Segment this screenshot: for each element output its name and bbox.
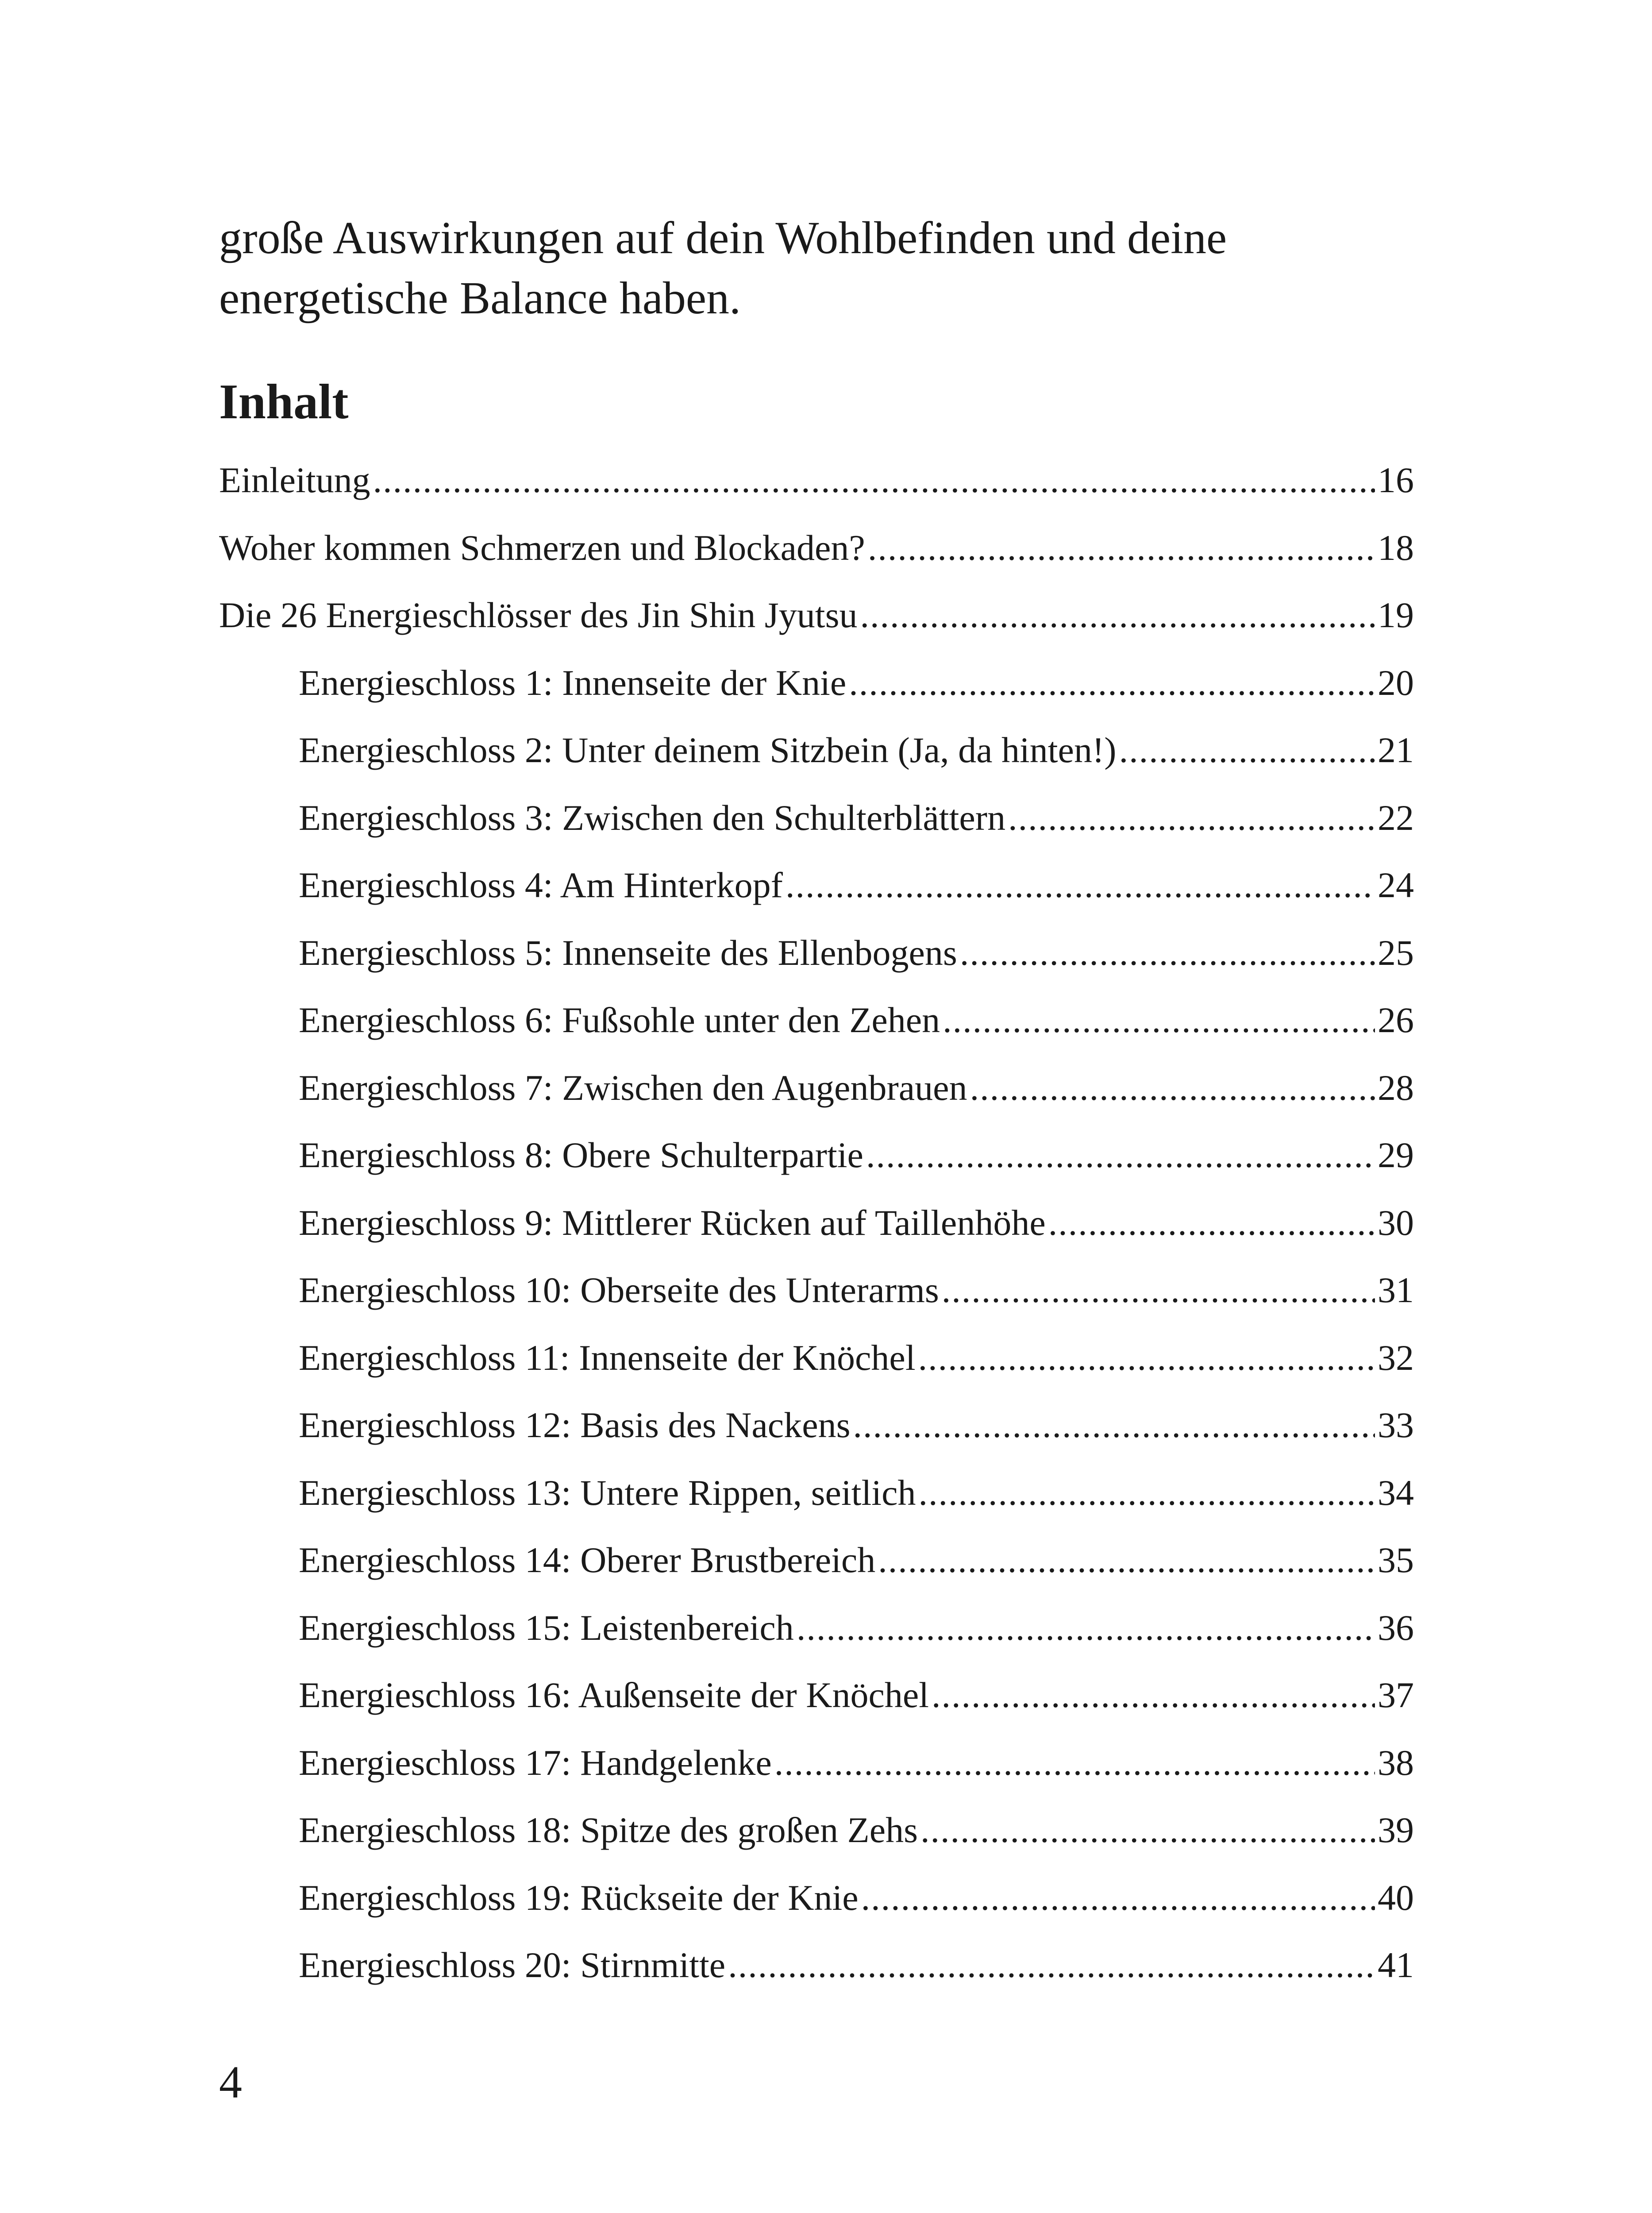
toc-entry[interactable] [219,1604,1414,1671]
table-of-contents [219,456,1414,2009]
toc-entry[interactable] [219,1064,1414,1131]
toc-dot-leader [860,591,1375,640]
toc-dot-leader [786,861,1375,910]
toc-entry-page: 39 [1378,1810,1414,1850]
toc-entry-title: Energieschloss 2: Unter deinem Sitzbein (Ja, da hinten!) [299,730,1117,770]
toc-dot-leader [373,456,1375,505]
toc-entry[interactable] [219,1874,1414,1941]
toc-entry-page: 30 [1378,1202,1414,1243]
page-number: 4 [219,2057,242,2108]
toc-entry-title: Energieschloss 10: Oberseite des Unterarms [299,1270,939,1310]
toc-entry[interactable] [219,1941,1414,2009]
toc-entry-page: 24 [1378,865,1414,905]
toc-entry-title: Einleitung [219,460,370,500]
toc-dot-leader [728,1941,1375,1989]
toc-entry[interactable] [219,659,1414,726]
toc-heading: Inhalt [219,374,349,429]
toc-dot-leader [866,1131,1375,1180]
toc-entry-title: Energieschloss 5: Innenseite des Ellenbogens [299,932,957,973]
toc-entry-title: Energieschloss 6: Fußsohle unter den Zehen [299,1000,940,1040]
toc-entry[interactable] [219,996,1414,1064]
toc-entry[interactable] [219,1334,1414,1401]
toc-entry-page: 38 [1378,1742,1414,1783]
toc-entry-page: 22 [1378,797,1414,838]
toc-entry[interactable] [219,1131,1414,1199]
toc-entry-page: 32 [1378,1337,1414,1378]
toc-dot-leader [797,1604,1375,1652]
toc-entry-title: Energieschloss 18: Spitze des großen Zehs [299,1810,918,1850]
toc-entry-page: 21 [1378,730,1414,770]
toc-entry-page: 16 [1378,460,1414,500]
toc-entry-title: Energieschloss 17: Handgelenke [299,1742,772,1783]
toc-entry-title: Energieschloss 8: Obere Schulterpartie [299,1135,863,1175]
toc-entry-title: Energieschloss 14: Oberer Brustbereich [299,1540,876,1580]
toc-entry-page: 29 [1378,1135,1414,1175]
toc-entry-title: Energieschloss 7: Zwischen den Augenbrauen [299,1067,967,1108]
toc-dot-leader [920,1806,1375,1854]
toc-entry-page: 19 [1378,595,1414,635]
toc-entry[interactable] [219,794,1414,861]
toc-entry-page: 33 [1378,1405,1414,1445]
toc-dot-leader [943,996,1375,1045]
toc-entry-title: Energieschloss 13: Untere Rippen, seitlich [299,1472,916,1513]
toc-dot-leader [1119,726,1375,775]
toc-entry-title: Energieschloss 12: Basis des Nackens [299,1405,851,1445]
toc-dot-leader [918,1469,1375,1517]
toc-entry[interactable] [219,929,1414,996]
toc-entry-title: Die 26 Energieschlösser des Jin Shin Jyutsu [219,595,858,635]
toc-entry[interactable] [219,861,1414,929]
toc-dot-leader [774,1739,1375,1787]
toc-entry[interactable] [219,1401,1414,1469]
toc-entry[interactable] [219,1199,1414,1266]
toc-entry[interactable] [219,1469,1414,1536]
toc-entry[interactable] [219,524,1414,591]
toc-dot-leader [1008,794,1375,842]
toc-entry-page: 18 [1378,527,1414,568]
toc-entry[interactable] [219,726,1414,794]
toc-entry-page: 36 [1378,1607,1414,1648]
toc-entry-title: Woher kommen Schmerzen und Blockaden? [219,527,865,568]
toc-entry-title: Energieschloss 11: Innenseite der Knöchel [299,1337,916,1378]
toc-entry-title: Energieschloss 3: Zwischen den Schulterblättern [299,797,1006,838]
intro-line: große Auswirkungen auf dein Wohlbefinden und deine [219,212,1227,263]
intro-line: energetische Balance haben. [219,273,741,324]
toc-entry-title: Energieschloss 15: Leistenbereich [299,1607,794,1648]
toc-entry[interactable] [219,1671,1414,1739]
toc-entry-title: Energieschloss 16: Außenseite der Knöchel [299,1675,929,1715]
toc-entry[interactable] [219,1806,1414,1874]
toc-dot-leader [932,1671,1375,1720]
toc-entry-page: 40 [1378,1877,1414,1918]
toc-dot-leader [849,659,1375,707]
toc-entry[interactable] [219,591,1414,659]
toc-dot-leader [1048,1199,1375,1247]
toc-entry[interactable] [219,456,1414,524]
toc-dot-leader [960,929,1375,977]
intro-paragraph [219,208,1458,328]
toc-entry-title: Energieschloss 1: Innenseite der Knie [299,662,847,703]
toc-entry-page: 20 [1378,662,1414,703]
toc-entry-page: 34 [1378,1472,1414,1513]
toc-dot-leader [878,1536,1375,1585]
toc-dot-leader [918,1334,1375,1382]
toc-entry-title: Energieschloss 9: Mittlerer Rücken auf Taillenhöhe [299,1202,1046,1243]
toc-dot-leader [861,1874,1375,1922]
toc-entry-page: 37 [1378,1675,1414,1715]
toc-dot-leader [942,1266,1375,1315]
toc-entry-page: 28 [1378,1067,1414,1108]
toc-dot-leader [970,1064,1375,1112]
toc-entry[interactable] [219,1739,1414,1806]
toc-entry[interactable] [219,1536,1414,1604]
toc-entry-title: Energieschloss 4: Am Hinterkopf [299,865,783,905]
toc-entry-title: Energieschloss 19: Rückseite der Knie [299,1877,859,1918]
toc-dot-leader [853,1401,1375,1450]
toc-entry-page: 26 [1378,1000,1414,1040]
toc-entry-page: 31 [1378,1270,1414,1310]
toc-entry-page: 35 [1378,1540,1414,1580]
toc-entry-page: 25 [1378,932,1414,973]
toc-entry[interactable] [219,1266,1414,1334]
toc-entry-page: 41 [1378,1945,1414,1985]
toc-entry-title: Energieschloss 20: Stirnmitte [299,1945,726,1985]
toc-dot-leader [868,524,1375,572]
